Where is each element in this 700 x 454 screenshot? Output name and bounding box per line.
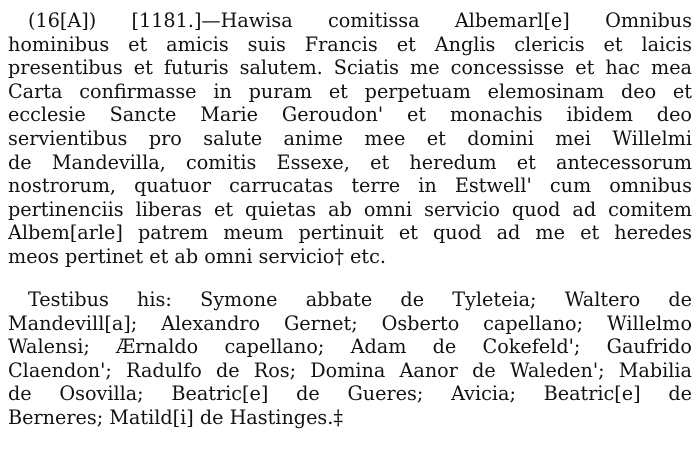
charter-line: de Mandevilla, comitis Essexe, et heredum et antecessorum bbox=[8, 150, 692, 174]
witness-line: Claendon'; Radulfo de Ros; Domina Aanor de Waleden'; Mabilia bbox=[8, 358, 692, 382]
charter-line: (16[A]) [1181.]—Hawisa comitissa Albemarl[e] Omnibus bbox=[28, 9, 692, 32]
charter-line: pertinenciis liberas et quietas ab omni servicio quod ad comitem bbox=[8, 197, 692, 221]
witness-line: Testibus his: Symone abbate de Tyleteia; Waltero de bbox=[28, 288, 692, 311]
charter-line: hominibus et amicis suis Francis et Anglis clericis et laicis bbox=[8, 32, 692, 56]
charter-line: nostrorum, quatuor carrucatas terre in Estwell' cum omnibus bbox=[8, 174, 692, 198]
witness-paragraph bbox=[8, 288, 692, 430]
charter-line: servientibus pro salute anime mee et domini mei Willelmi bbox=[8, 126, 692, 150]
charter-line: Albem[arle] patrem meum pertinuit et quod ad me et heredes bbox=[8, 221, 692, 245]
witness-line: de Osovilla; Beatric[e] de Gueres; Avicia; Beatric[e] de bbox=[8, 382, 692, 406]
charter-line: ecclesie Sancte Marie Geroudon' et monachis ibidem deo bbox=[8, 103, 692, 127]
charter-line: Carta confirmasse in puram et perpetuam elemosinam deo et bbox=[8, 79, 692, 103]
charter-line: presentibus et futuris salutem. Sciatis me concessisse et hac mea bbox=[8, 56, 692, 80]
witness-line: Mandevill[a]; Alexandro Gernet; Osberto capellano; Willelmo bbox=[8, 311, 692, 335]
charter-line: meos pertinet et ab omni servicio† etc. bbox=[8, 244, 386, 268]
witness-line: Walensi; Ærnaldo capellano; Adam de Cokefeld'; Gaufrido bbox=[8, 335, 692, 359]
charter-paragraph bbox=[8, 9, 692, 269]
witness-line: Berneres; Matild[i] de Hastinges.‡ bbox=[8, 405, 343, 429]
